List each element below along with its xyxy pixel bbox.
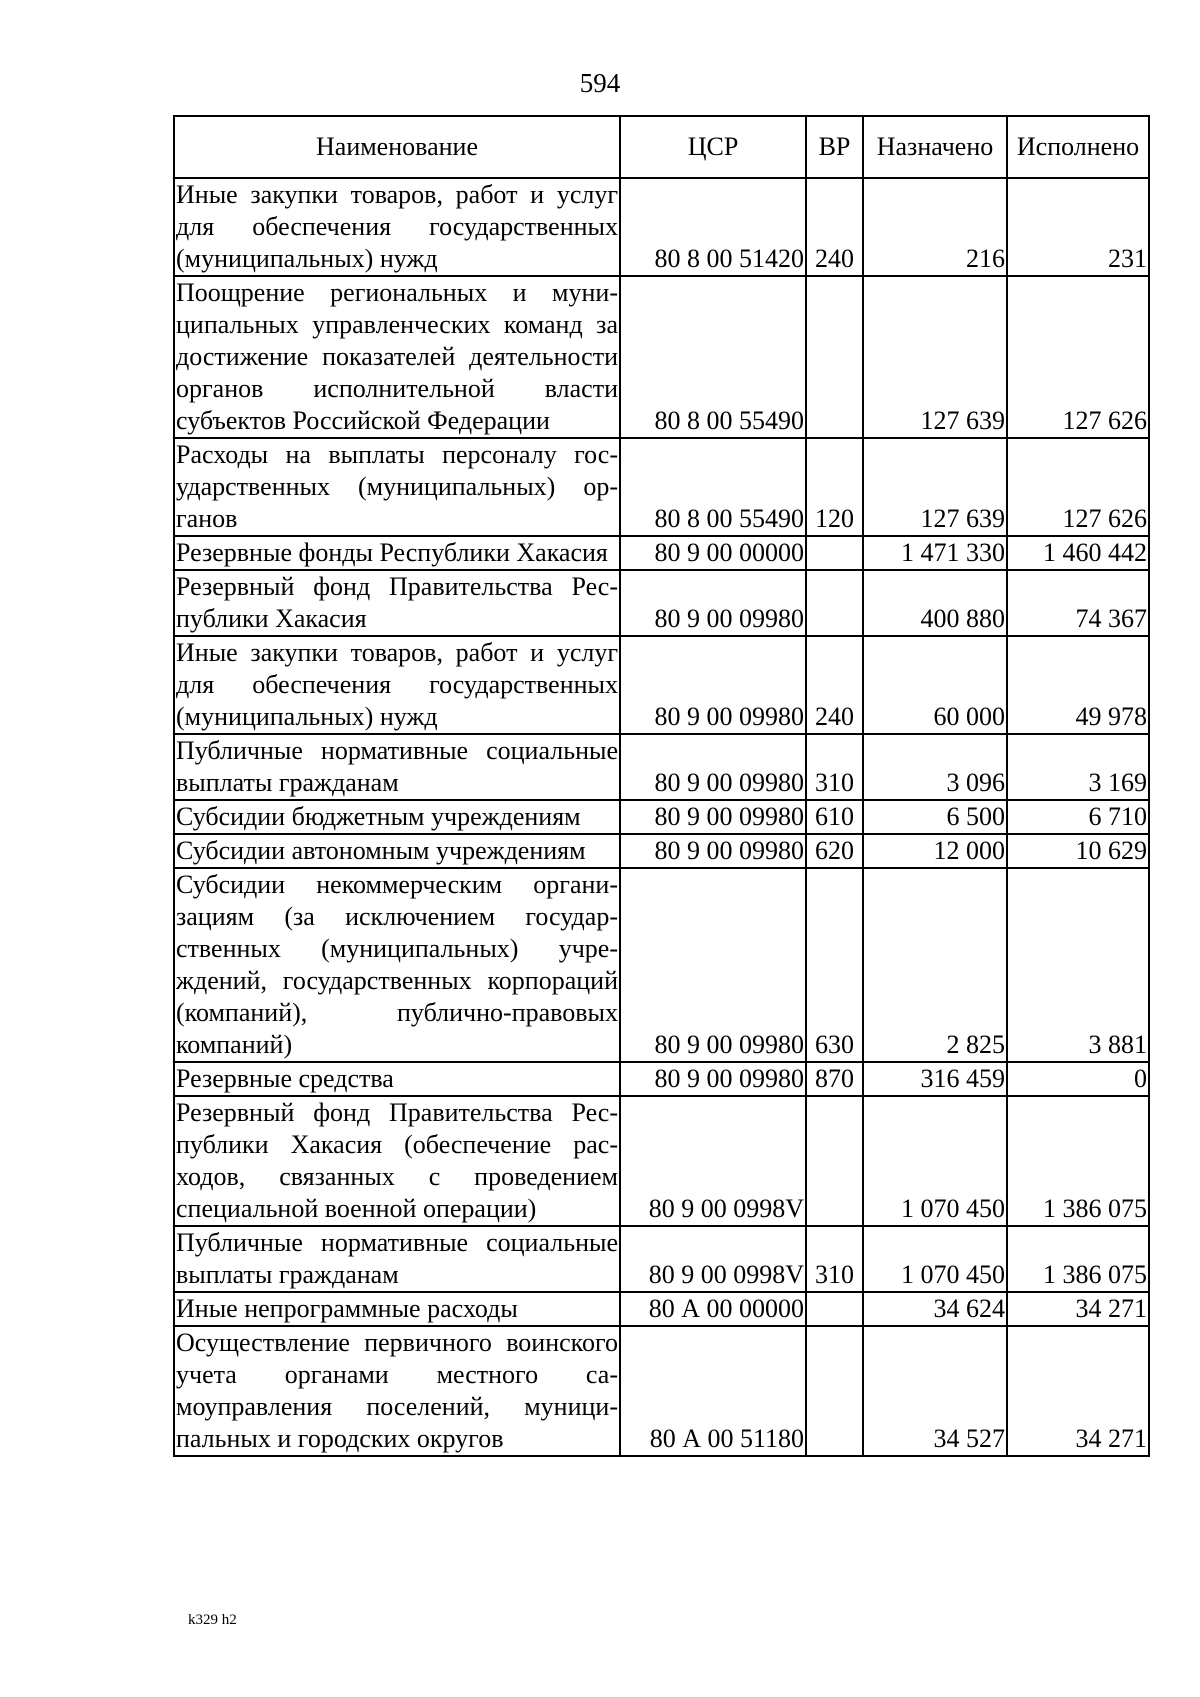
cell-vr: 310 [806,734,863,800]
cell-name: Публичные нормативные социальные выплаты гражданам [174,1226,620,1292]
cell-csr: 80 9 00 09980 [620,1062,806,1096]
cell-vr: 240 [806,178,863,276]
cell-vr [806,536,863,570]
table-row [174,536,1149,570]
cell-csr: 80 9 00 09980 [620,800,806,834]
cell-vr: 870 [806,1062,863,1096]
cell-name: Иные закупки товаров, работ и услуг для обеспечения государственных (муниципальных) нужд [174,636,620,734]
cell-executed: 34 271 [1007,1326,1149,1456]
cell-csr: 80 9 00 00000 [620,536,806,570]
cell-planned: 34 527 [863,1326,1007,1456]
cell-executed: 0 [1007,1062,1149,1096]
cell-vr: 610 [806,800,863,834]
cell-csr: 80 9 00 09980 [620,570,806,636]
table-header-row [174,116,1149,178]
table-row [174,438,1149,536]
footer-code: k329 h2 [188,1612,237,1628]
header-planned: Назначено [863,116,1007,178]
cell-executed: 3 881 [1007,868,1149,1062]
cell-executed: 49 978 [1007,636,1149,734]
cell-vr: 630 [806,868,863,1062]
cell-csr: 80 9 00 0998V [620,1226,806,1292]
header-name: Наименование [174,116,620,178]
table-row [174,276,1149,438]
cell-planned: 316 459 [863,1062,1007,1096]
table-body [174,178,1149,1456]
table-row [174,570,1149,636]
cell-executed: 3 169 [1007,734,1149,800]
cell-csr: 80 9 00 09980 [620,636,806,734]
cell-executed: 1 386 075 [1007,1226,1149,1292]
cell-planned: 127 639 [863,438,1007,536]
cell-csr: 80 9 00 09980 [620,734,806,800]
cell-vr [806,1292,863,1326]
cell-executed: 1 460 442 [1007,536,1149,570]
cell-vr: 310 [806,1226,863,1292]
cell-name: Расходы на выплаты персоналу государственных (муниципальных) органов [174,438,620,536]
cell-csr: 80 9 00 09980 [620,868,806,1062]
cell-executed: 231 [1007,178,1149,276]
cell-name: Резервный фонд Правительства Республики Хакасия [174,570,620,636]
cell-vr [806,276,863,438]
cell-name: Резервные средства [174,1062,620,1096]
cell-csr: 80 8 00 55490 [620,438,806,536]
table-row [174,636,1149,734]
table-row [174,1326,1149,1456]
cell-csr: 80 А 00 00000 [620,1292,806,1326]
cell-name: Резервный фонд Правительства Республики Хакасия (обеспечение расходов, связанных с проведением специальной военной операции) [174,1096,620,1226]
cell-vr [806,570,863,636]
cell-planned: 2 825 [863,868,1007,1062]
cell-executed: 127 626 [1007,438,1149,536]
cell-name: Субсидии бюджетным учреждениям [174,800,620,834]
table-row [174,834,1149,868]
table-row [174,1292,1149,1326]
cell-executed: 1 386 075 [1007,1096,1149,1226]
cell-planned: 60 000 [863,636,1007,734]
cell-name: Иные непрограммные расходы [174,1292,620,1326]
cell-name: Субсидии некоммерческим организациям (за исключением государственных (муниципальных) учреждений, государственных корпораций (компаний), публично-правовых компаний) [174,868,620,1062]
cell-planned: 400 880 [863,570,1007,636]
cell-executed: 74 367 [1007,570,1149,636]
cell-planned: 216 [863,178,1007,276]
cell-csr: 80 А 00 51180 [620,1326,806,1456]
cell-csr: 80 9 00 0998V [620,1096,806,1226]
header-executed: Исполнено [1007,116,1149,178]
cell-name: Иные закупки товаров, работ и услуг для обеспечения государственных (муниципальных) нужд [174,178,620,276]
table-row [174,734,1149,800]
budget-execution-table [173,115,1150,1457]
cell-name: Поощрение региональных и муниципальных управленческих команд за достижение показателей деятельности органов исполнительной власти субъектов Российской Федерации [174,276,620,438]
table-row [174,868,1149,1062]
cell-csr: 80 8 00 51420 [620,178,806,276]
cell-name: Осуществление первичного воинского учета органами местного самоуправления поселений, муниципальных и городских округов [174,1326,620,1456]
table-row [174,1062,1149,1096]
header-vr: ВР [806,116,863,178]
cell-executed: 34 271 [1007,1292,1149,1326]
page-number: 594 [579,68,621,98]
header-csr: ЦСР [620,116,806,178]
cell-name: Публичные нормативные социальные выплаты гражданам [174,734,620,800]
cell-planned: 3 096 [863,734,1007,800]
cell-planned: 6 500 [863,800,1007,834]
cell-vr [806,1326,863,1456]
cell-planned: 127 639 [863,276,1007,438]
cell-vr [806,1096,863,1226]
cell-csr: 80 8 00 55490 [620,276,806,438]
cell-vr: 620 [806,834,863,868]
cell-csr: 80 9 00 09980 [620,834,806,868]
table-row [174,1226,1149,1292]
cell-planned: 12 000 [863,834,1007,868]
cell-planned: 1 070 450 [863,1096,1007,1226]
cell-executed: 6 710 [1007,800,1149,834]
table-row [174,178,1149,276]
cell-name: Субсидии автономным учреждениям [174,834,620,868]
cell-vr: 120 [806,438,863,536]
cell-executed: 10 629 [1007,834,1149,868]
table-row [174,1096,1149,1226]
cell-name: Резервные фонды Республики Хакасия [174,536,620,570]
cell-planned: 1 471 330 [863,536,1007,570]
cell-planned: 34 624 [863,1292,1007,1326]
table-row [174,800,1149,834]
cell-vr: 240 [806,636,863,734]
cell-planned: 1 070 450 [863,1226,1007,1292]
cell-executed: 127 626 [1007,276,1149,438]
